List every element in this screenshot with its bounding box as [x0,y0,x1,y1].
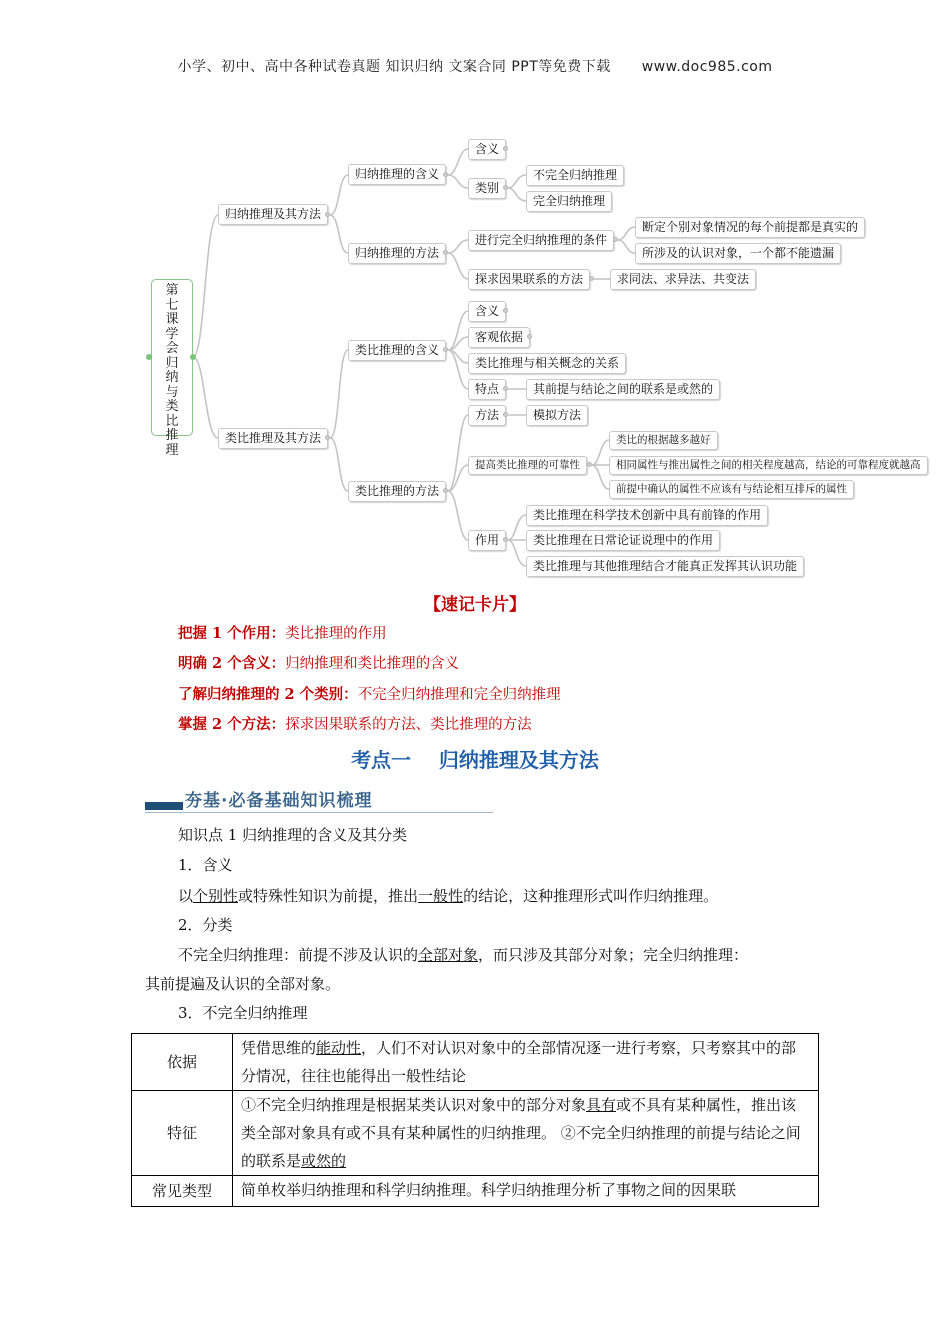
header-text: 小学、初中、高中各种试卷真题 知识归纳 文案合同 PPT等免费下载 [177,59,611,75]
expand-dot[interactable] [443,250,448,255]
expand-dot[interactable] [613,237,618,242]
knowledge-point-title: 知识点 1 归纳推理的含义及其分类 [178,826,408,844]
expand-dot[interactable] [587,462,592,467]
node-improve-reliability[interactable]: 提高类比推理的可靠性 [468,456,587,475]
heading-incomplete-induction: 3．不完全归纳推理 [178,1004,308,1022]
node-objective-basis[interactable]: 客观依据 [468,327,530,348]
section-title: 考点一 归纳推理及其方法 [351,748,599,772]
heading-meaning: 1．含义 [178,856,233,874]
node-reliability-1[interactable]: 类比的根据越多越好 [609,431,718,450]
node-inductive-meaning[interactable]: 归纳推理的含义 [348,164,446,185]
table-row [132,1091,819,1176]
card-line-3: 了解归纳推理的 2 个类别：不完全归纳推理和完全归纳推理 [178,686,561,703]
banner-text: 夯基·必备基础知识梳理 [185,791,373,811]
card-line-1: 把握 1 个作用：类比推理的作用 [178,625,387,642]
node-complete-induction-conditions[interactable]: 进行完全归纳推理的条件 [468,230,614,251]
node-b2-meaning[interactable]: 含义 [468,301,506,322]
paragraph-classification: 不完全归纳推理：前提不涉及认识的全部对象，而只涉及其部分对象；完全归纳推理： [178,946,749,964]
node-inductive-reasoning[interactable]: 归纳推理及其方法 [218,204,328,225]
node-condition-2[interactable]: 所涉及的认识对象，一个都不能遗漏 [635,243,841,264]
node-characteristic[interactable]: 特点 [468,379,506,400]
node-function-1[interactable]: 类比推理在科学技术创新中具有前锋的作用 [526,505,768,526]
expand-dot[interactable] [443,488,448,493]
table-key: 特征 [132,1091,233,1176]
mind-map-connectors [0,0,950,590]
table-value: 简单枚举归纳推理和科学归纳推理。科学归纳推理分析了事物之间的因果联 [233,1176,819,1207]
node-reliability-3[interactable]: 前提中确认的属性不应该有与结论相互排斥的属性 [609,480,854,499]
node-causal-methods-list[interactable]: 求同法、求异法、共变法 [610,269,756,290]
mind-map-root[interactable]: 第七课 学会归纳与类比推理 [151,279,193,436]
node-incomplete-induction[interactable]: 不完全归纳推理 [526,165,624,186]
section-banner [145,786,493,813]
node-b1-meaning[interactable]: 含义 [468,139,506,160]
card-line-4: 掌握 2 个方法：探求因果联系的方法、类比推理的方法 [178,716,532,733]
table-value: 凭借思维的能动性，人们不对认识对象中的全部情况逐一进行考察，只考察其中的部分情况，往往也能得出一般性结论 [233,1034,819,1091]
expand-dot[interactable] [503,185,508,190]
mind-map [0,0,950,590]
root-right-dot [190,354,196,360]
expand-dot[interactable] [443,347,448,352]
node-characteristic-desc[interactable]: 其前提与结论之间的联系是或然的 [526,379,720,400]
node-simulation-method[interactable]: 模拟方法 [526,405,588,426]
node-analogy-meaning[interactable]: 类比推理的含义 [348,340,446,361]
table-key: 依据 [132,1034,233,1091]
node-complete-induction[interactable]: 完全归纳推理 [526,191,612,212]
expand-dot[interactable] [503,386,508,391]
node-causal-methods[interactable]: 探求因果联系的方法 [468,269,590,290]
node-reliability-2[interactable]: 相同属性与推出属性之间的相关程度越高，结论的可靠程度就越高 [609,456,928,475]
paragraph-classification-cont: 其前提遍及认识的全部对象。 [145,975,341,993]
node-inductive-method[interactable]: 归纳推理的方法 [348,243,446,264]
table-value: ①不完全归纳推理是根据某类认识对象中的部分对象具有或不具有某种属性，推出该类全部对象具有或不具有某种属性的归纳推理。 ②不完全归纳推理的前提与结论之间的联系是或然的 [233,1091,819,1176]
card-title: 【速记卡片】 [424,595,526,615]
expand-dot[interactable] [503,146,508,151]
node-analogical-reasoning[interactable]: 类比推理及其方法 [218,428,328,449]
expand-dot[interactable] [503,412,508,417]
node-function-2[interactable]: 类比推理在日常论证说理中的作用 [526,530,720,551]
banner-bar [145,802,183,810]
expand-dot[interactable] [325,212,330,217]
node-analogy-method[interactable]: 类比推理的方法 [348,481,446,502]
node-analogy-relations[interactable]: 类比推理与相关概念的关系 [468,353,626,374]
heading-classification: 2．分类 [178,916,233,934]
incomplete-induction-table [131,1033,819,1207]
node-function-3[interactable]: 类比推理与其他推理结合才能真正发挥其认识功能 [526,556,804,577]
node-b1-category[interactable]: 类别 [468,178,506,199]
node-function[interactable]: 作用 [468,530,506,551]
node-condition-1[interactable]: 断定个别对象情况的每个前提都是真实的 [635,217,865,238]
card-line-2: 明确 2 个含义：归纳推理和类比推理的含义 [178,655,460,672]
header-url[interactable]: www.doc985.com [641,59,773,75]
expand-dot[interactable] [527,334,532,339]
root-left-dot [146,354,152,360]
node-method[interactable]: 方法 [468,405,506,426]
expand-dot[interactable] [443,172,448,177]
table-key: 常见类型 [132,1176,233,1207]
table-row [132,1176,819,1207]
expand-dot[interactable] [325,435,330,440]
paragraph-meaning: 以个别性或特殊性知识为前提，推出一般性的结论，这种推理形式叫作归纳推理。 [178,887,719,905]
expand-dot[interactable] [503,537,508,542]
expand-dot[interactable] [503,308,508,313]
table-row [132,1034,819,1091]
expand-dot[interactable] [589,276,594,281]
